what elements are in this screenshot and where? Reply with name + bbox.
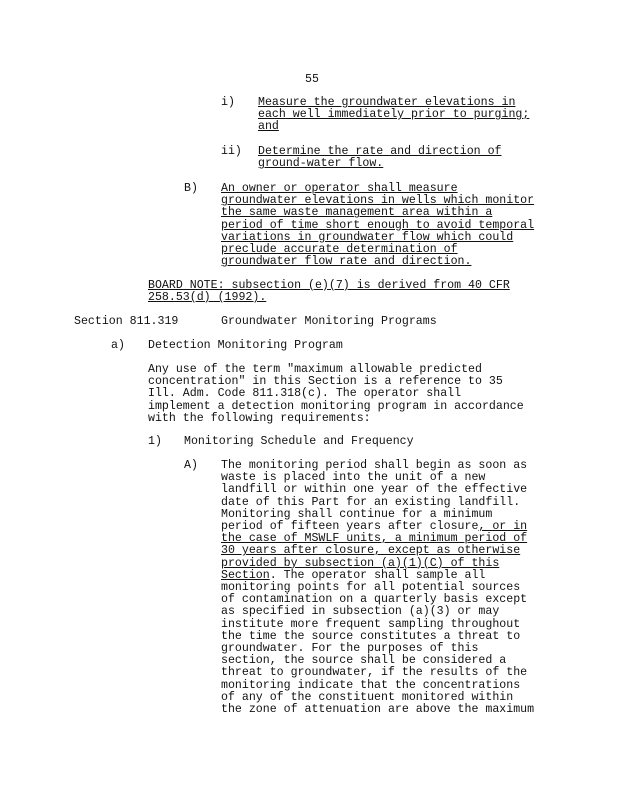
text-line — [258, 158, 502, 170]
underlined-text: Determine the rate and direction of — [258, 145, 502, 158]
underlined-text: Section — [221, 568, 270, 582]
underlined-text: BOARD NOTE: subsection (e)(7) is derived from 40 CFR — [148, 279, 510, 292]
underlined-text: preclude accurate determination of — [221, 243, 458, 257]
item-1a-label: A) — [184, 459, 198, 472]
text-line — [148, 413, 524, 425]
text-segment: period of fifteen years after closure — [221, 520, 479, 534]
underlined-text: An owner or operator shall measure — [221, 182, 458, 195]
text-segment: The monitoring period shall begin as soon as — [221, 459, 528, 472]
text-segment: as specified in subsection (a)(3) or may — [221, 605, 500, 619]
item-ii-text — [258, 146, 502, 170]
underlined-text: , or in — [478, 520, 528, 534]
text-segment: waste is placed into the unit of a new — [221, 471, 486, 485]
item-b-text — [221, 183, 534, 268]
text-segment: with the following requirements: — [148, 411, 371, 425]
text-segment: the zone of attenuation are above the maximum — [221, 703, 535, 717]
item-i-text — [258, 97, 529, 134]
text-segment: threat to groundwater, if the results of the — [221, 666, 528, 680]
text-segment: groundwater. For the purposes of this — [221, 642, 479, 656]
section-number: Section 811.319 — [74, 315, 179, 328]
underlined-text: period of time short enough to avoid temporal — [221, 218, 535, 232]
underlined-text: ground-water flow. — [258, 157, 384, 171]
subsection-a-label: a) — [111, 339, 125, 352]
page-number: 55 — [305, 73, 319, 86]
item-1-title: Monitoring Schedule and Frequency — [184, 435, 414, 448]
text-segment: . The operator shall sample all — [269, 568, 486, 582]
item-b-label: B) — [184, 182, 198, 195]
text-line — [258, 121, 529, 133]
item-ii-label: ii) — [221, 145, 242, 158]
underlined-text: the case of MSWLF units, a minimum period of — [221, 532, 528, 546]
text-segment: Monitoring shall continue for a minimum — [221, 507, 493, 521]
text-line — [148, 292, 510, 304]
underlined-text: Measure the groundwater elevations in — [258, 96, 516, 109]
underlined-text: 30 years after closure, except as otherwise — [221, 544, 521, 558]
item-i-label: i) — [221, 96, 235, 109]
text-segment: concentration" in this Section is a reference to 35 — [148, 375, 503, 389]
text-segment: institute more frequent sampling throughout — [221, 617, 521, 631]
underlined-text: provided by subsection (a)(1)(C) of this — [221, 556, 500, 570]
text-segment: of contamination on a quarterly basis except — [221, 593, 528, 607]
text-segment: of any of the constituent monitored within — [221, 690, 514, 704]
text-line — [258, 109, 529, 121]
section-title: Groundwater Monitoring Programs — [221, 315, 437, 328]
underlined-text: groundwater elevations in wells which monitor — [221, 194, 535, 208]
underlined-text: variations in groundwater flow which could — [221, 230, 514, 244]
item-1-label: 1) — [148, 435, 162, 448]
underlined-text: the same waste management area within a — [221, 206, 493, 220]
text-segment: implement a detection monitoring program in accordance — [148, 399, 524, 413]
text-segment: section, the source shall be considered a — [221, 654, 507, 668]
text-line — [221, 704, 534, 716]
text-segment: date of this Part for an existing landfill. — [221, 495, 521, 509]
underlined-text: groundwater flow rate and direction. — [221, 255, 472, 269]
intro-paragraph — [148, 364, 524, 425]
text-segment: the time the source constitutes a threat to — [221, 629, 521, 643]
underlined-text: and — [258, 120, 279, 134]
underlined-text: each well immediately prior to purging; — [258, 108, 530, 122]
board-note — [148, 280, 510, 304]
text-segment: monitoring points for all potential sources — [221, 581, 521, 595]
item-1a-text — [221, 460, 534, 716]
text-line — [221, 256, 534, 268]
text-segment: monitoring indicate that the concentrations — [221, 678, 521, 692]
text-segment: Ill. Adm. Code 811.318(c). The operator shall — [148, 387, 462, 401]
text-segment: landfill or within one year of the effective — [221, 483, 528, 497]
underlined-text: 258.53(d) (1992). — [148, 291, 267, 305]
text-segment: Any use of the term "maximum allowable predicted — [148, 363, 482, 376]
subsection-a-title: Detection Monitoring Program — [148, 339, 343, 352]
